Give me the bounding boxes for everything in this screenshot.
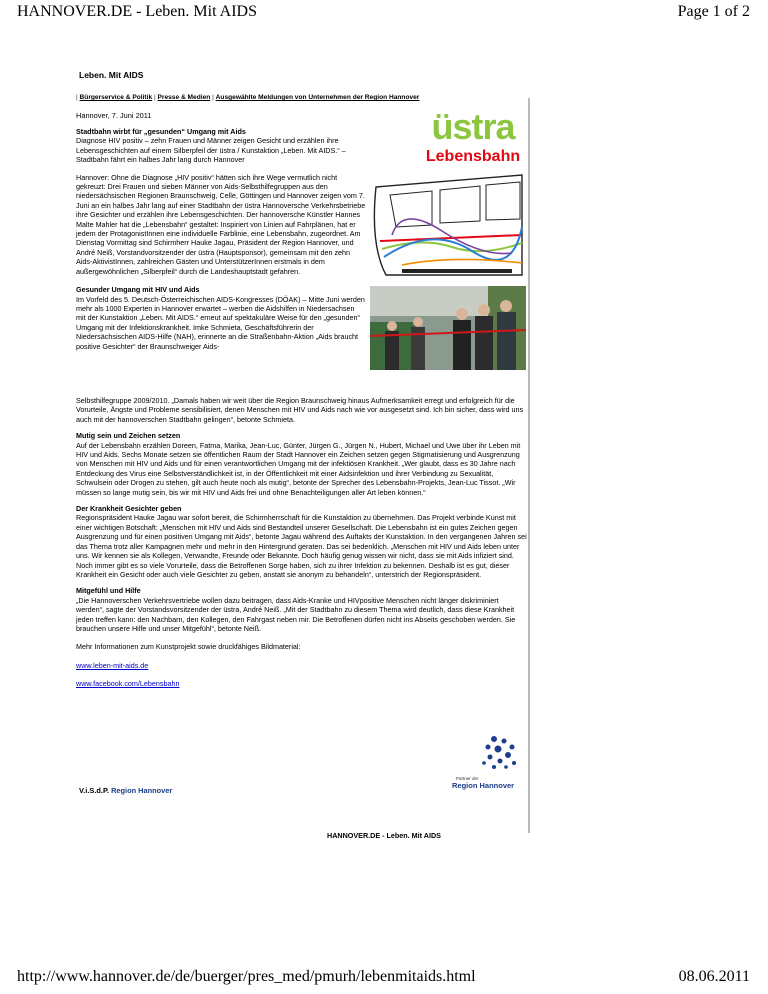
print-header-page: Page 1 of 2 (677, 3, 750, 20)
section-body-mutig-sein: Auf der Lebensbahn erzählen Doreen, Fatma, Marika, Jean-Luc, Günter, Jürgen G., Jürgen N., Hubert, Michael und Uwe über ihr Leben mit HIV und Aids. Sechs Monate setzen sie öffentlichen Raum der Stadt Hannover ein Zeichen setzen gegen Stigmatisierung und Ausgrenzung von Menschen mit HIV und Aids und für einen verantwortlichen Umgang mit der infektiösen Krankheit. „Wer glaubt, dass es 30 Jahre nach Entdeckung des Virus eine Selbstverständlichkeit ist, in der Öffentlichkeit mit einer Aidsinfektion und ihrer Verbindung zu Sexualität, Schwulsein oder Drogen zu stehen, gilt auch heute noch als mutig“, betonte der Sprecher des Lebensbahn-Projekts, Jean-Luc Tissot. „Wir müssen so lange mutig sein, bis wir mit HIV und Aids frei und ohne Benachteiligungen aller Art leben können.“ (76, 440, 521, 497)
ribbon-cutting-photo (370, 286, 526, 370)
partner-name: Region Hannover (452, 781, 515, 790)
article-intro: Hannover: Ohne die Diagnose „HIV positiv“ hätten sich ihre Wege vermutlich nicht gekreuzt: Drei Frauen und sieben Männer von Aids-Selbsthilfegruppen aus den niedersächsischen Regionen Braunschweig, Celle, Göttingen und Hannover zeigen vom 7. Juni an ein halbes Jahr lang auf einer Stadtbahn der üstra Hannoversche Verkehrsbetriebe ihre Gesichter und erzählen ihre Lebensgeschichten. Der hannoversche Künstler Hannes Malte Mahler hat die „Lebensbahn“ gestaltet: Inspiriert von Linien auf Fahrplänen, hat er jedem der ProtagonistInnen eine individuelle Farblinie, eine Lebensbahn, zugeordnet. Am Dienstag Vormittag sind Schirmherr Hauke Jagau, Präsident der Region Hannover, und André Neiß, Vorstandvorsitzender der üstra (Hauptsponsor), gemeinsam mit den zehn Aids-AktivistInnen, zahlreichen Gästen und UnterstützerInnen erstmals in dem außergewöhnlichen „Silberpfeil“ durch die Landeshauptstadt gefahren. (76, 172, 366, 276)
article-headline: Stadtbahn wirbt für „gesunden“ Umgang mit Aids (76, 127, 246, 136)
link-leben-mit-aids[interactable]: www.leben-mit-aids.de (76, 660, 149, 670)
visdp-line: V.i.S.d.P. Region Hannover (79, 786, 173, 795)
print-header (0, 0, 768, 24)
print-footer (0, 965, 768, 989)
region-hannover-partner-logo (450, 735, 530, 790)
print-header-title: HANNOVER.DE - Leben. Mit AIDS (17, 3, 257, 20)
section-heading-mitgefuehl: Mitgefühl und Hilfe (76, 586, 141, 596)
breadcrumb: | Bürgerservice & Politik | Presse & Medien | Ausgewählte Meldungen von Unternehmen der Region Hannover (76, 94, 420, 101)
page-title: Leben. Mit AIDS (79, 70, 144, 80)
print-footer-url: http://www.hannover.de/de/buerger/pres_med/pmurh/lebenmitaids.html (17, 968, 476, 985)
article-date: Hannover, 7. Juni 2011 (76, 111, 152, 120)
article-lead: Diagnose HIV positiv – zehn Frauen und Männer zeigen Gesicht und erzählen ihre Lebensgeschichten auf einem Silberpfeil der üstra / Kunstaktion „Leben. Mit AIDS.“ – Stadtbahn fährt ein halbes Jahr lang durch Hannover (76, 136, 346, 165)
partner-small-label: Partner der (456, 776, 479, 781)
tram-illustration (362, 165, 528, 285)
breadcrumb-link-buergerservice[interactable]: Bürgerservice & Politik (79, 94, 153, 101)
article-intro-block (76, 127, 366, 351)
article-body (76, 396, 528, 689)
region-hannover-dots-icon (480, 735, 520, 771)
section-heading-mutig-sein: Mutig sein und Zeichen setzen (76, 431, 181, 441)
more-info-text: Mehr Informationen zum Kunstprojekt sowie druckfähiges Bildmaterial: (76, 642, 301, 652)
section-body-mitgefuehl: „Die Hannoverschen Verkehrsvertriebe wollen dazu beitragen, dass Aids-Kranke und HIVpositive Menschen nicht länger diskriminiert werden“, sagte der Vorstandsvorsitzender der üstra, André Neiß. „Mit der Stadtbahn zu diesem Thema wird deutlich, dass diese Krankheit jeden treffen kann: den Nachbarn, den Kollegen, den Fahrgast neben mir. Die Betroffenen dürfen nicht ins Abseits geschoben werden. Sie brauchen unsere Hilfe und unser Mitgefühl“, betonte Neiß. (76, 595, 516, 633)
section-body-krankheit-gesichter: Regionspräsident Hauke Jagau war sofort bereit, die Schirmherrschaft für die Kunstaktion zu übernehmen. Das Projekt verbinde Kunst mit einer wichtigen Botschaft: „Menschen mit HIV und Aids sind Bestandteil unserer Gesellschaft. Die Lebensbahn ist ein gutes Zeichen gegen Ausgrenzung und für einen positiven Umgang mit Aids“, betonte Jagau während des Auftakts der Kunstaktion. In den vergangenen Jahren sei das Thema trotz aller Kampagnen mehr und mehr in den Hintergrund geraten. Das sei bedenklich. „Menschen mit HIV und Aids leben unter uns. Wir kennen sie als Kollegen, Verwandte, Freunde oder Bekannte. Doch häufig genug wissen wir nicht, dass sie mit Aids infiziert sind. Noch immer gibt es so viele Vorurteile, dass die Betroffenen Sorge haben, sich zu ihrer Infektion zu bekennen. Deshalb ist es gut, dieser Krankheit ein Gesicht oder auch viele Gesichter zu geben, anstatt sie anonym zu behandeln“, unterstrich der Regionspräsident. (76, 513, 527, 579)
breadcrumb-link-meldungen[interactable]: Ausgewählte Meldungen von Unternehmen der Region Hannover (215, 94, 420, 101)
ustra-lebensbahn-logo (420, 106, 526, 166)
section-heading-krankheit-gesichter: Der Krankheit Gesichter geben (76, 504, 182, 514)
section-body-gesunder-umgang-part1: Im Vorfeld des 5. Deutsch-Österreichischen AIDS-Kongresses (DÖAK) – Mitte Juni werden mehr als 1000 Experten in Hannover erwartet – werben die Aidshilfen in Niedersachsen mit der Kunstaktion „Leben. Mit AIDS.“ erneut auf spektakuläre Weise für den „gesunden“ Umgang mit der Infektionskrankheit. Imke Schmieta, Geschäftsführerin der Niedersächsischen AIDS-Hilfe (NAH), erinnerte an die Straßenbahn-Aktion „Aids braucht positive Gesichter“ der Braunschweiger Aids- (76, 294, 365, 351)
print-footer-date: 08.06.2011 (678, 968, 750, 985)
lebensbahn-logo-text: Lebensbahn (425, 148, 521, 165)
page-footer-title: HANNOVER.DE - Leben. Mit AIDS (327, 831, 441, 840)
link-facebook-lebensbahn[interactable]: www.facebook.com/Lebensbahn (76, 679, 180, 689)
visdp-org: Region Hannover (111, 786, 173, 795)
section-heading-gesunder-umgang: Gesunder Umgang mit HIV und Aids (76, 285, 200, 295)
breadcrumb-link-presse[interactable]: Presse & Medien (157, 94, 211, 101)
ustra-logo-text: üstra (431, 106, 515, 147)
section-body-gesunder-umgang-part2: Selbsthilfegruppe 2009/2010. „Damals haben wir weit über die Region Braunschweig hinaus Aufmerksamkeit erregt und erfolgreich für die Vorurteile, Ängste und Probleme sensibilisiert, denen Menschen mit HIV und Aids nach wie vor ausgesetzt sind. Ich bin sicher, dass wird uns auch mit der hannoverschen Stadtbahn gelingen“, betonte Schmieta. (76, 396, 524, 424)
